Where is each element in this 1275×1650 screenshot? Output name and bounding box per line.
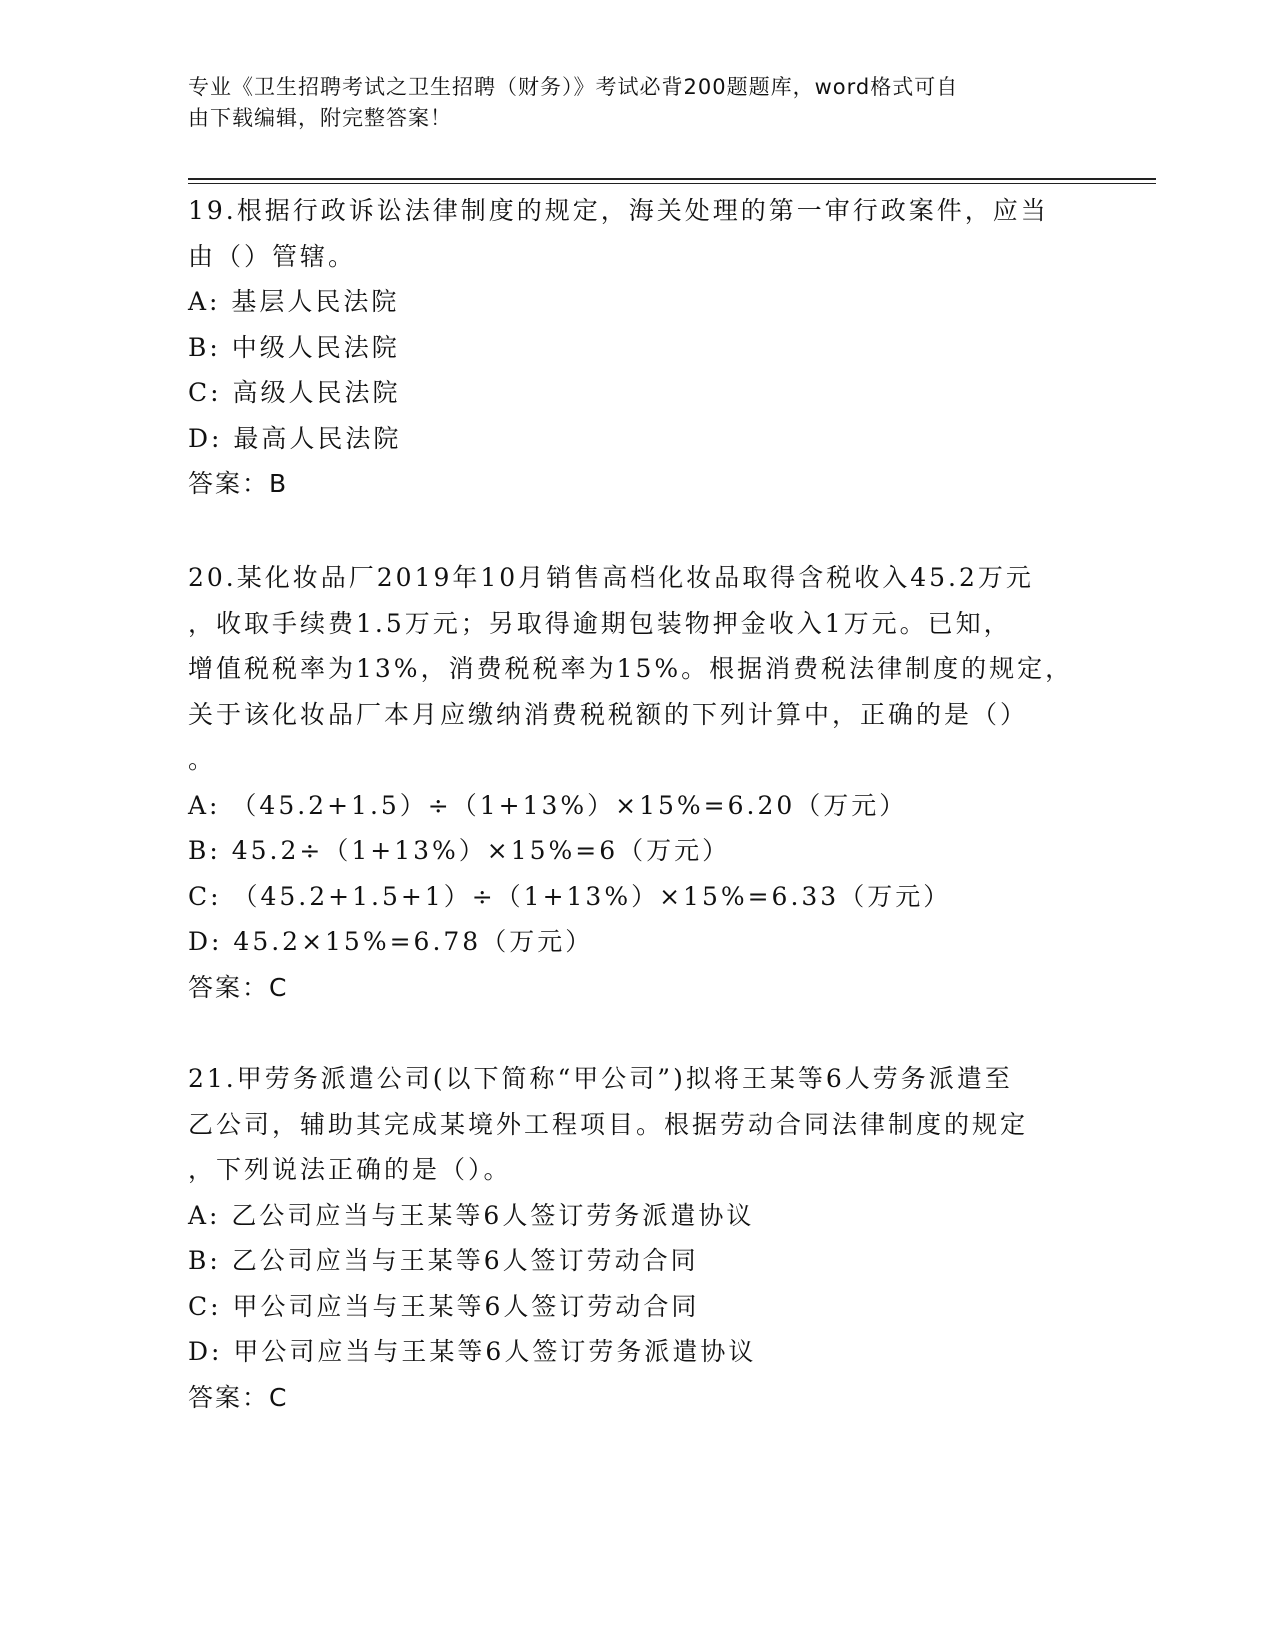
- question-19-line-1: 19.根据行政诉讼法律制度的规定，海关处理的第一审行政案件，应当: [188, 196, 1049, 225]
- question-20-line-1: 20.某化妆品厂2019年10月销售高档化妆品取得含税收入45.2万元: [188, 563, 1034, 592]
- question-21-option-b: B: 乙公司应当与王某等6人签订劳动合同: [188, 1246, 699, 1275]
- question-20-line-3: 增值税税率为13%，消费税税率为15%。根据消费税法律制度的规定，: [188, 654, 1074, 683]
- question-21-answer: 答案：C: [188, 1382, 289, 1412]
- question-20-line-4: 关于该化妆品厂本月应缴纳消费税税额的下列计算中，正确的是（）: [188, 699, 1029, 729]
- question-20-option-d: D: 45.2×15%=6.78（万元）: [188, 927, 594, 956]
- question-20-line-5: 。: [188, 745, 217, 774]
- question-20-option-a: A: （45.2+1.5）÷（1+13%）×15%=6.20（万元）: [188, 790, 908, 820]
- question-20-line-2: ，收取手续费1.5万元；另取得逾期包装物押金收入1万元。已知，: [188, 608, 1012, 638]
- question-19-line-2: 由（）管辖。: [188, 241, 357, 271]
- question-20-option-c: C: （45.2+1.5+1）÷（1+13%）×15%=6.33（万元）: [188, 881, 952, 911]
- question-21-line-1: 21.甲劳务派遣公司(以下简称“甲公司”)拟将王某等6人劳务派遣至: [188, 1064, 1013, 1093]
- question-19-option-b: B: 中级人民法院: [188, 332, 400, 362]
- question-21-option-c: C: 甲公司应当与王某等6人签订劳动合同: [188, 1291, 700, 1321]
- header-line-1: 专业《卫生招聘考试之卫生招聘（财务）》考试必背200题题库，word格式可自: [188, 75, 959, 99]
- question-19-option-a: A: 基层人民法院: [188, 287, 400, 316]
- header-divider-thick: [188, 178, 1156, 180]
- header-line-2: 由下载编辑，附完整答案！: [188, 106, 452, 130]
- question-20: [188, 555, 1088, 1010]
- question-21-line-3: ，下列说法正确的是（）。: [188, 1155, 512, 1184]
- question-19: [188, 188, 1088, 507]
- question-19-answer: 答案：B: [188, 469, 289, 498]
- question-21-option-a: A: 乙公司应当与王某等6人签订劳务派遣协议: [188, 1200, 755, 1230]
- question-19-option-d: D: 最高人民法院: [188, 423, 402, 453]
- question-19-option-c: C: 高级人民法院: [188, 378, 401, 407]
- question-21-line-2: 乙公司，辅助其完成某境外工程项目。根据劳动合同法律制度的规定: [188, 1109, 1029, 1139]
- document-header: [188, 72, 1088, 134]
- question-21: [188, 1056, 1088, 1420]
- question-20-option-b: B: 45.2÷（1+13%）×15%=6（万元）: [188, 836, 731, 865]
- header-divider-thin: [188, 183, 1156, 184]
- question-20-answer: 答案：C: [188, 972, 289, 1002]
- question-21-option-d: D: 甲公司应当与王某等6人签订劳务派遣协议: [188, 1337, 757, 1366]
